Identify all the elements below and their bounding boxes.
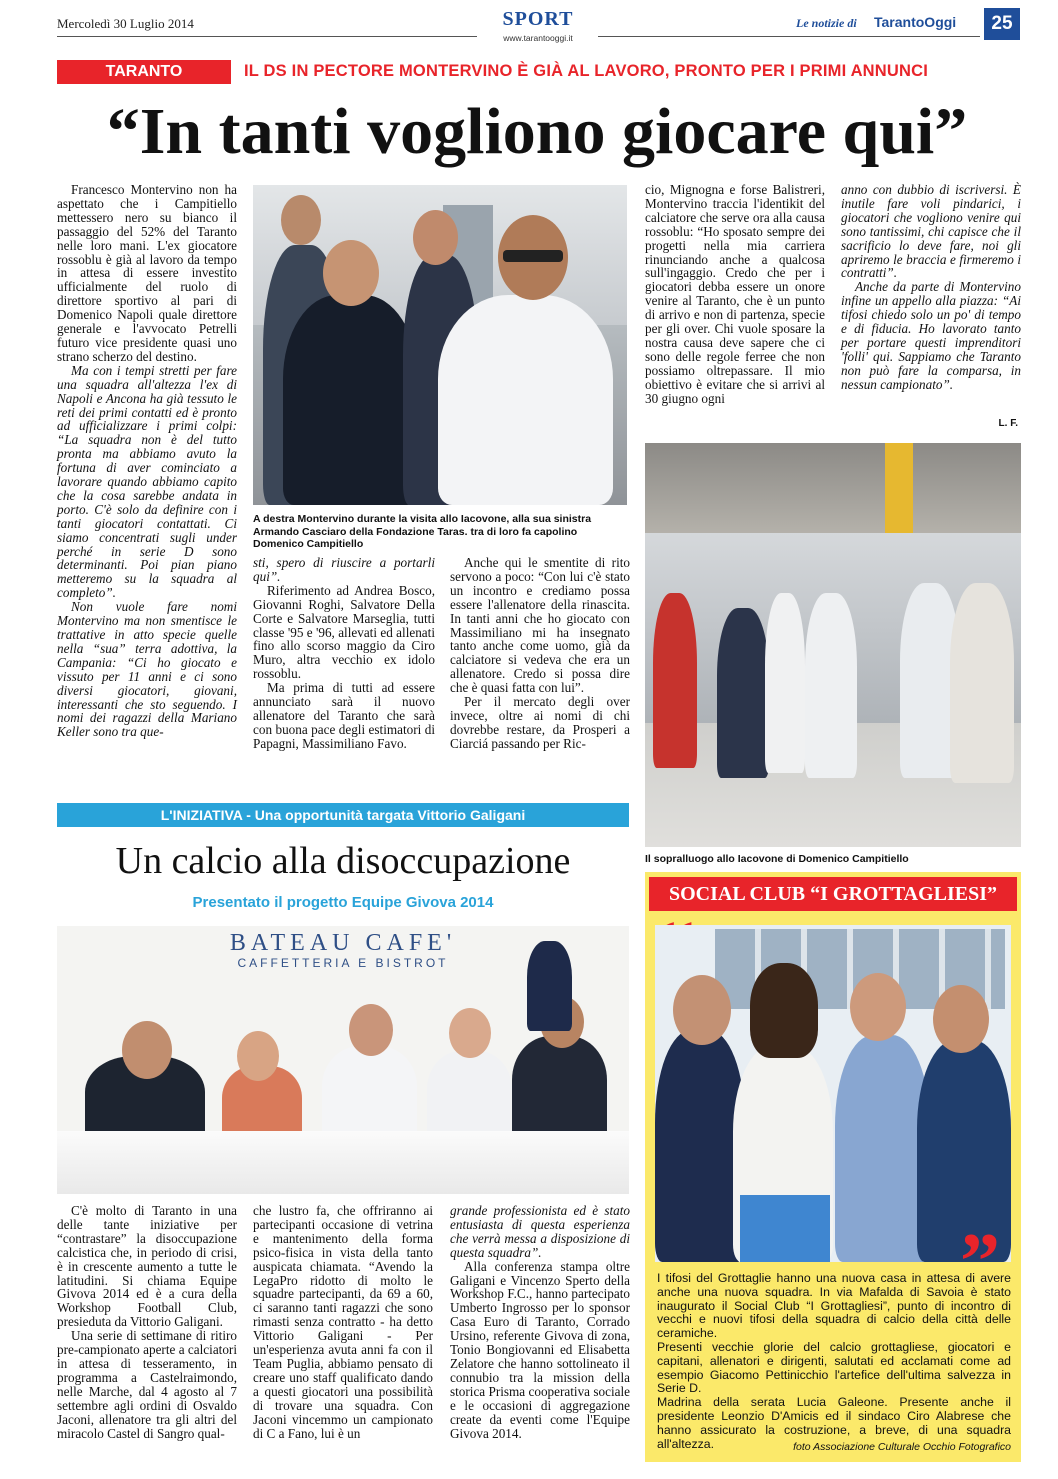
photo-social-club — [655, 925, 1011, 1262]
head — [349, 1004, 393, 1056]
press-table — [57, 1131, 629, 1194]
paragraph: Per il mercato degli over invece, oltre ai nomi di chi dovrebbe restare, da Prosperi a Ciarciá passando per Ric- — [450, 694, 630, 751]
article1-column-3-top — [645, 183, 825, 406]
paragraph: che lustro fa, che offriranno ai partecipanti occasione di vetrina e mantenimento della forma psico-fisica in vista della tanto auspicata chiamata. “Avendo la LegaPro ridotto di molto le squadre partecipanti, da 69 a 60, ci saranno tanti ragazzi che sono rimasti senza contratto - ha detto Vittorio Galigani - Per un'esperienza avuta anni fa con il Team Puglia, abbiamo pensato di creare uno staff qualificato dando a questi giocatori una possibilità di trovare una squadra. Con Jaconi vincemmo un campionato di C a Fano, lui è un — [253, 1203, 433, 1441]
article1-column-1 — [57, 183, 237, 739]
cafe-sign: BATEAU CAFE' — [229, 930, 457, 956]
person-seated — [512, 1036, 607, 1146]
paragraph: grande professionista ed è stato entusiasta di questa esperienza che verrà messa a disposizione di questa squadra”. — [450, 1203, 630, 1260]
paragraph: Alla conferenza stampa oltre Galigani e Vincenzo Sperto della Workshop F.C., hanno partecipato Umberto Ingrosso per lo sponsor Casa Euro di Taranto, Corrado Ursino, referente Givova di zona, Tonio Bongiovanni ed Elisabetta Zelatore che hanno sottolineato il connubio tra la mission della storica Prisma cooperativa sociale e le occasioni di aggregazione create da eventi come l'Equipe Givova 2014. — [450, 1258, 630, 1441]
paragraph: Riferimento ad Andrea Bosco, Giovanni Roghi, Salvatore Della Corte e Salvatore Marseglia, tutti classe '95 e '96, allevati ed allenati fino allo scorso maggio da Ciro Muro, altra vecchio ex idolo rossoblu. — [253, 582, 435, 682]
article2-column-3 — [450, 1204, 630, 1440]
person-left — [655, 1030, 745, 1262]
person-white-shirt — [438, 295, 613, 505]
section-title: SPORT — [502, 8, 574, 30]
article2-column-2 — [253, 1204, 433, 1440]
article1-signature: L. F. — [998, 418, 1018, 429]
photo-credit: foto Associazione Culturale Occhio Fotografico — [793, 1441, 1011, 1453]
head — [413, 210, 458, 265]
person-white — [805, 593, 857, 778]
person-red — [653, 593, 697, 768]
cafe-sign-sub: CAFFETTERIA E BISTROT — [237, 956, 449, 970]
person-standing — [527, 941, 572, 1031]
paragraph: Francesco Montervino non ha aspettato che i Campitiello mettessero nero su bianco il passaggio del 52% del Taranto nelle loro mani. L'ex giocatore rossoblu è già al lavoro da tempo in attesa di essere investito ufficialmente del ruolo di direttore sportivo al pari di Domenico Napoli quale direttore generale e l'avvocato Petrelli futuro vice presidente quasi uno strano scherzo del destino. — [57, 182, 237, 364]
sunglasses — [503, 250, 563, 262]
person-polo — [283, 295, 418, 505]
photo-stadium-inspection — [645, 443, 1021, 847]
masthead-rule — [57, 36, 477, 37]
tagline: Le notizie di — [796, 16, 857, 30]
paragraph: Ma con i tempi stretti per fare una squadra all'altezza l'ex di Napoli e Ancona ha già tessuto le reti dei primi contatti ed è pronto ad ufficializzare i primi colpi: “La squadra non è del tutto pronta ma abbiamo avuto la fortuna di aver cominciato a lavorare quando abbiamo capito che la cosa sarebbe andata in porto. C'è solo da definire con i tanti giocatori contattati. Ci siamo concentrati sugli under perché in serie D sono determinanti. Poi pian piano metteremo su la squadra al completo”. — [57, 362, 237, 601]
head — [237, 1031, 279, 1081]
person-beige — [950, 583, 1014, 783]
article1-column-3-bottom — [450, 556, 630, 751]
head — [323, 240, 379, 306]
person-white — [765, 593, 805, 773]
paragraph: Ma prima di tutti ad essere annunciato sarà il nuovo allenatore del Taranto che sarà con buona pace degli estimatori di Papagni, Massimiliano Favo. — [253, 680, 435, 751]
article1-kicker: TARANTO — [57, 60, 231, 84]
paragraph: anno con dubbio di iscriversi. È inutile fare voli pindarici, i giocatori che vogliono venire qui sono tantissimi, chi capisce che il sacrificio lo deve fare, noi gli apriremo le braccia e firmeremo i contratti”. — [841, 182, 1021, 281]
issue-date: Mercoledì 30 Luglio 2014 — [57, 16, 194, 31]
paragraph: C'è molto di Taranto in una delle tante iniziative per “contrastare” la disoccupazione calcistica che, in periodo di crisi, è in crescente aumento a tutte le latitudini. Si chiama Equipe Givova 2014 ed è a cura della Workshop Football Club, presieduta da Vittorio Galigani. — [57, 1203, 237, 1330]
jeans — [740, 1195, 830, 1262]
masthead-rule-right — [598, 36, 980, 37]
paragraph: Non vuole fare nomi Montervino ma non smentisce le trattative in atto specie quelle nella “sua” terra adottiva, la Campania: “Ci ho giocato e vissuto per 11 anni e ci sono diversi giocatori, giovani, interessanti che sto seguendo. I nomi dei ragazzi della Mariano Keller sono tra que- — [57, 599, 237, 740]
article2-headline: Un calcio alla disoccupazione — [115, 840, 571, 882]
hair — [750, 963, 818, 1058]
head — [122, 1021, 172, 1079]
head — [673, 975, 731, 1045]
paragraph: I tifosi del Grottaglie hanno una nuova casa in attesa di avere anche una nuova squadra. In via Mafalda di Savoia è stato inaugurato il Social Club “I Grottagliesi”, punto di incontro di vecchi e nuovi tifosi della squadra di calcio della città delle ceramiche. — [657, 1271, 1011, 1341]
article1-photo-caption: A destra Montervino durante la visita allo Iacovone, alla sua sinistra Armando Casciaro della Fondazione Taras. tra di loro fa capolino Domenico Campitiello — [253, 513, 592, 550]
head — [281, 195, 321, 245]
article3-kicker: SOCIAL CLUB “I GROTTAGLIESI” — [649, 877, 1017, 911]
head — [850, 973, 906, 1041]
photo-montervino-visit — [253, 185, 627, 505]
article1-photo2-caption: Il sopralluogo allo Iacovone di Domenico Campitiello — [645, 853, 909, 865]
head — [449, 1008, 491, 1058]
article2-column-1 — [57, 1204, 237, 1440]
article1-column-2 — [253, 556, 435, 751]
article3-body — [657, 1272, 1011, 1451]
person-older — [835, 1035, 930, 1262]
head — [933, 985, 989, 1053]
article1-subhead: IL DS IN PECTORE MONTERVINO È GIÀ AL LAVORO, PRONTO PER I PRIMI ANNUNCI — [244, 62, 929, 80]
paragraph: Anche da parte di Montervino infine un appello alla piazza: “Ai tifosi chiedo solo un po' di tempo e di fiducia. Ho lavorato tanto per portare questi imprenditori 'folli' qui. Sappiamo che Taranto non può fare la comparsa, in nessun campionato”. — [841, 279, 1021, 392]
article2-subhead: Presentato il progetto Equipe Givova 2014 — [192, 894, 494, 911]
article2-kicker: L'INIZIATIVA - Una opportunità targata Vittorio Galigani — [57, 803, 629, 827]
article1-column-4 — [841, 183, 1021, 392]
person-dark — [717, 608, 769, 778]
paragraph: sti, spero di riuscire a portarli qui”. — [253, 555, 435, 584]
photo-press-conference — [57, 926, 629, 1194]
close-quote-icon: ” — [960, 1218, 1000, 1306]
brand-logo: TarantoOggi — [874, 14, 957, 30]
paragraph: Madrina della serata Lucia Galeone. Presente anche il presidente Leonzio D'Amicis ed il sindaco Ciro Alabrese che hanno assicurato la costruzione, a breve, di una squadra all'altezza. — [657, 1395, 1011, 1451]
paragraph: cio, Mignogna e forse Balistreri, Montervino traccia l'identikit del calciatore che serve ora alla causa rossoblu: “Ho sposato sempre dei progetti nella mia carriera rinunciando anche a qualcosa sull'ingaggio. Credo che per i giocatori debba essere un onore venire al Taranto, che è un punto di arrivo e non di partenza, specie per gli over. Chi vuole sposare la nostra causa deve sapere che ci sono delle regole ferree che non possiamo oltrepassare. Il mio obiettivo è evitare che si arrivi al 30 giugno ogni — [645, 182, 825, 406]
website: www.tarantooggi.it — [503, 33, 573, 43]
stadium-roof — [645, 443, 1021, 533]
paragraph: Anche qui le smentite di rito servono a poco: “Con lui c'è stato un incontro e crediamo possa essere l'allenatore della rinascita. In tanti anni che ho giocato con Massimiliano mi ha insegnato tanto anche come uomo, già da calciatore si vedeva che era un allenatore. Credo si possa dire che è quasi fatta con lui”. — [450, 555, 630, 696]
paragraph: Presenti vecchie glorie del calcio grottagliese, giocatori e capitani, allenatori e dirigenti, salutati ed acclamati come ad esempio Giacomo Pettinicchio l'artefice dell'ultima salvezza in Serie D. — [657, 1339, 1011, 1396]
paragraph: Una serie di settimane di ritiro pre-campionato aperte a calciatori in attesa di tesseramento, in programma a Castelraimondo, nelle Marche, dal 4 agosto al 7 settembre agli ordini di Osvaldo Jaconi, allenatore tra gli altri del miracolo Castel di Sangro qual- — [57, 1328, 237, 1441]
page-number: 25 — [984, 8, 1020, 40]
article1-headline: “In tanti vogliono giocare qui” — [106, 95, 968, 168]
